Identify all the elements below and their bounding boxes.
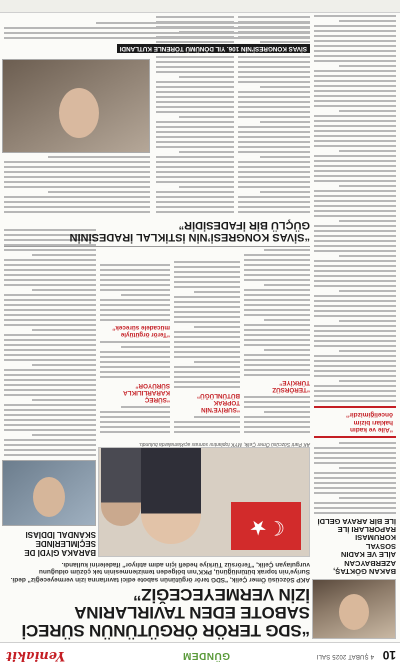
footer-band — [0, 0, 400, 13]
left-article-headline: BAKAN GÖKTAŞ, AZERBAYCAN AİLE VE KADIN SOSYAL KORUMASI RAPORLARI İLE İLE BİR ARAYA GELDİ — [317, 516, 396, 576]
main-article-column-2 — [174, 258, 240, 433]
main-deck: AKP Sözcüsü Ömer Çelik, "SDG terör örgütünün sabote edici tavırlarına izin vermeyeceğiz" dedi. Suriye'nin toprak bütünlüğünü, PKK'nın bölgeden temizlenmesinin tek çözüm olduğunu vurgulayan Çelik, "Terörsüz Türkiye hedefi için adım atılıyor" ifadelerini kullandı. — [10, 560, 310, 583]
left-article-body — [314, 442, 396, 514]
left-article-body-continued — [314, 0, 396, 402]
subhead-d: “Terör örgütüyle mücadele sürecek” — [112, 324, 170, 339]
masthead — [0, 642, 400, 665]
lower-article-photo — [2, 59, 150, 153]
right-article — [4, 226, 96, 557]
left-article-photo — [312, 579, 396, 639]
lower-article-2-body — [4, 19, 310, 39]
subhead-a: “TERÖRSÜZ TÜRKİYE” — [272, 378, 310, 393]
main-photo — [98, 447, 310, 557]
section-divider — [4, 246, 310, 247]
main-article — [5, 561, 310, 639]
photo-caption: AK Parti Sözcüsü Ömer Çelik, MYK toplantısı sonrası açıklamalarda bulundu. — [138, 441, 310, 447]
main-article-column-1 — [244, 246, 310, 433]
section-label: GÜNDEM — [182, 650, 230, 661]
subhead-c: “SÜREÇ KARARLILIKLA SÜRÜYOR” — [123, 381, 170, 403]
right-article-photo — [2, 460, 96, 526]
right-article-headline: BARAKA GİYDİ DE SEÇİMLERİNDE SKANDAL İDDİASI — [24, 530, 96, 557]
main-headline: “SDG TERÖR ÖRGÜTÜNÜN SÜRECİ SABOTE EDEN TAVIRLARINA İZİN VERMEYECEĞİZ” — [21, 585, 310, 640]
issue-date: 4 ŞUBAT 2025 SALI — [316, 653, 374, 659]
left-article — [314, 0, 396, 639]
brand-logo: Yeniakit — [6, 648, 66, 663]
subhead-b: “SURİYE'NİN TOPRAK BÜTÜNLÜĞÜ” — [196, 391, 240, 413]
lower-article-kicker: SİVAS KONGRESİ'NİN 106. YIL DÖNÜMÜ TÖRENLE KUTLANDI — [117, 44, 310, 53]
main-article-column-3 — [100, 261, 170, 433]
left-article-pullquote: “Aile ve kadın hakları bizim önceliğimizdir” — [314, 406, 396, 438]
lower-article-headline: “SİVAS KONGRESİ’NİN İSTİKLAL İRADESİNİN GÜÇLÜ BİR İFADESİDİR” — [69, 219, 310, 243]
page-number: 10 — [382, 648, 396, 662]
